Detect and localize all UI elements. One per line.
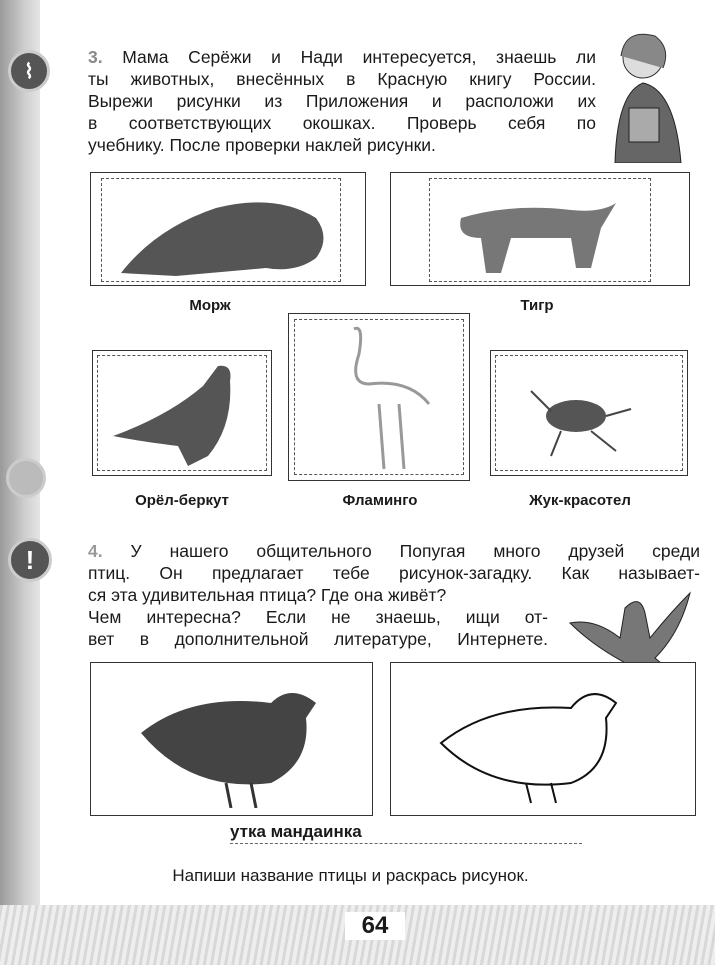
task4-text-bottom: ся эта удивительная птица? Где она живёт? Чем интересна? Если не знаешь, ищи от- вет в дополнительной литературе, Интернете. [88,585,548,649]
label-beetle: Жук-красотел [529,492,631,509]
walrus-window [90,172,366,286]
eagle-window [92,350,272,476]
walrus-picture [116,188,336,278]
beetle-window [490,350,688,476]
eagle-picture [108,356,258,471]
label-flamingo: Фламинго [342,492,418,509]
label-walrus: Морж [189,297,231,314]
page-number: 64 [345,912,405,940]
flamingo-window [288,313,470,481]
beetle-picture [521,371,651,461]
task-number: 4. [88,541,103,561]
flamingo-picture [329,324,449,474]
paperclip-icon: ⌇ [8,50,50,92]
label-tiger: Тигр [520,297,554,314]
girl-illustration [605,28,687,163]
exclamation-icon: ! [8,538,52,582]
instruction-text: Напиши название птицы и раскрась рисунок. [172,866,529,885]
tiger-picture [451,198,631,278]
mandarin-duck-color-window [90,662,373,816]
task3-text: 3. Мама Серёжи и Нади интересуется, знаешь ли ты животных, внесённых в Красную книгу России. Вырежи рисунки из Приложения и расположи их в соответствующих окошках. Проверь себя по учебнику. После проверки наклей рисунки. [88,47,596,155]
label-eagle: Орёл-беркут [135,492,229,509]
task4-text-top: 4. У нашего общительного Попугая много друзей среди птиц. Он предлагает тебе рисунок-загадку. Как называет- [88,541,700,583]
mandarin-duck-outline [431,673,631,808]
tiger-window [390,172,690,286]
mandarin-duck-picture [131,673,331,808]
task-number: 3. [88,47,103,67]
decorative-circle-icon [6,458,46,498]
answer-line [230,843,582,844]
mandarin-duck-outline-window [390,662,696,816]
answer-field[interactable]: утка мандаинка [230,822,362,841]
